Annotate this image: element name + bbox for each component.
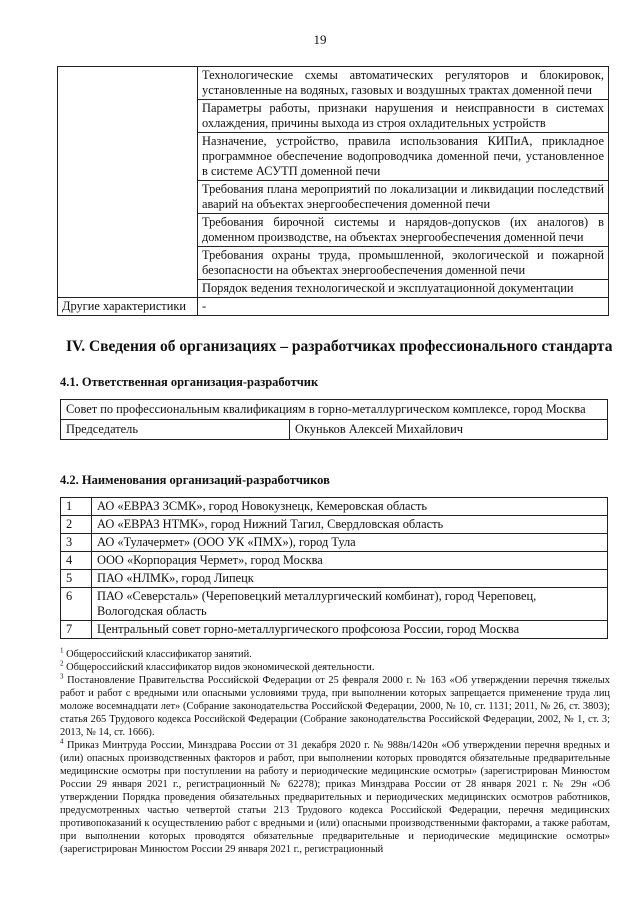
responsible-person: Окуньков Алексей Михайлович <box>290 420 608 440</box>
footnote-text: Общероссийский классификатор видов экономической деятельности. <box>66 662 375 673</box>
footnote-mark: 2 <box>60 659 64 668</box>
responsible-table <box>60 399 608 440</box>
row-number: 1 <box>61 498 92 516</box>
developer-name: ПАО «Северсталь» (Череповецкий металлургический комбинат), город Череповец, Вологодская область <box>92 588 608 621</box>
footnote <box>60 739 610 856</box>
developer-name: ООО «Корпорация Чермет», город Москва <box>92 552 608 570</box>
table-row <box>61 534 608 552</box>
row-number: 7 <box>61 621 92 639</box>
table-row <box>61 516 608 534</box>
row-number: 4 <box>61 552 92 570</box>
table-row <box>61 498 608 516</box>
footnote-text: Постановление Правительства Российской Федерации от 25 февраля 2000 г. № 163 «Об утверждении перечня тяжелых работ и работ с вредными или опасными условиями труда, при выполнении которых запрещается применение труда лиц моложе восемнадцати лет» (Собрание законодательства Российской Федерации, 2000, № 10, ст. 1131; 2011, № 26, ст. 3803); статья 265 Трудового кодекса Российской Федерации (Собрание законодательства Российской Федерации, 2002, № 1, ст. 3; 2013, № 14, ст. 1666). <box>60 675 610 738</box>
knowledge-table <box>57 66 609 316</box>
knowledge-item: Требования охраны труда, промышленной, экологической и пожарной безопасности на объектах энергообеспечения доменной печи <box>198 247 609 280</box>
developers-heading: 4.2. Наименования организаций-разработчиков <box>60 473 330 487</box>
responsible-org: Совет по профессиональным квалификациям в горно-металлургическом комплексе, город Москва <box>61 400 608 420</box>
table-row <box>61 552 608 570</box>
developer-name: АО «Тулачермет» (ООО УК «ПМХ»), город Тула <box>92 534 608 552</box>
page-number: 19 <box>313 32 327 47</box>
footnote-mark: 3 <box>60 672 64 681</box>
developer-name: ПАО «НЛМК», город Липецк <box>92 570 608 588</box>
table-row <box>61 621 608 639</box>
developer-name: АО «ЕВРАЗ НТМК», город Нижний Тагил, Свердловская область <box>92 516 608 534</box>
table-row <box>58 67 609 100</box>
footnote <box>60 674 610 739</box>
table-row <box>61 570 608 588</box>
other-characteristics-label: Другие характеристики <box>58 298 198 316</box>
knowledge-item: Требования бирочной системы и нарядов-допусков (их аналогов) в доменном производстве, на объектах энергообеспечения доменной печи <box>198 214 609 247</box>
knowledge-item: Технологические схемы автоматических регуляторов и блокировок, установленные на водяных, газовых и воздушных трактах доменной печи <box>198 67 609 100</box>
row-number: 6 <box>61 588 92 621</box>
section-title: IV. Сведения об организациях – разработчиках профессионального стандарта <box>66 338 613 355</box>
table-cell-empty <box>58 67 198 298</box>
knowledge-item: Порядок ведения технологической и эксплуатационной документации <box>198 280 609 298</box>
table-row <box>61 588 608 621</box>
responsible-role: Председатель <box>61 420 290 440</box>
responsible-heading: 4.1. Ответственная организация-разработчик <box>60 375 319 389</box>
other-characteristics-value: - <box>198 298 609 316</box>
developers-table <box>60 497 608 639</box>
row-number: 3 <box>61 534 92 552</box>
footnote-divider <box>60 638 230 639</box>
knowledge-item: Назначение, устройство, правила использования КИПиА, прикладное программное обеспечение водопроводчика доменной печи, установленное в системе АСУТП доменной печи <box>198 133 609 181</box>
footnote <box>60 648 610 661</box>
knowledge-item: Требования плана мероприятий по локализации и ликвидации последствий аварий на объектах энергообеспечения доменной печи <box>198 181 609 214</box>
footnote <box>60 661 610 674</box>
footnote-mark: 1 <box>60 646 64 655</box>
table-row <box>61 420 608 440</box>
developer-name: Центральный совет горно-металлургического профсоюза России, город Москва <box>92 621 608 639</box>
footnote-text: Общероссийский классификатор занятий. <box>66 649 252 660</box>
row-number: 2 <box>61 516 92 534</box>
footnote-text: Приказ Минтруда России, Минздрава России от 31 декабря 2020 г. № 988н/1420н «Об утверждении перечня вредных и (или) опасных производственных факторов и работ, при выполнении которых проводятся обязательные предварительные медицинские осмотры при поступлении на работу и периодические медицинские осмотры» (зарегистрирован Минюстом России 29 января 2021 г., регистрационный № 62278); приказ Минздрава России от 28 января 2021 г. № 29н «Об утверждении Порядка проведения обязательных предварительных и периодических медицинских осмотров работников, предусмотренных частью четвертой статьи 213 Трудового кодекса Российской Федерации, перечня медицинских противопоказаний к осуществлению работ с вредными и (или) опасными производственными факторами, а также работам, при выполнении которых проводятся обязательные предварительные и периодические медицинские осмотры» (зарегистрирован Минюстом России 29 января 2021 г., регистрационный <box>60 740 610 855</box>
knowledge-item: Параметры работы, признаки нарушения и неисправности в системах охлаждения, причины выхода из строя охладительных устройств <box>198 100 609 133</box>
table-row <box>58 298 609 316</box>
table-row <box>61 400 608 420</box>
developer-name: АО «ЕВРАЗ ЗСМК», город Новокузнецк, Кемеровская область <box>92 498 608 516</box>
footnote-mark: 4 <box>60 737 64 746</box>
row-number: 5 <box>61 570 92 588</box>
footnotes <box>60 648 610 856</box>
